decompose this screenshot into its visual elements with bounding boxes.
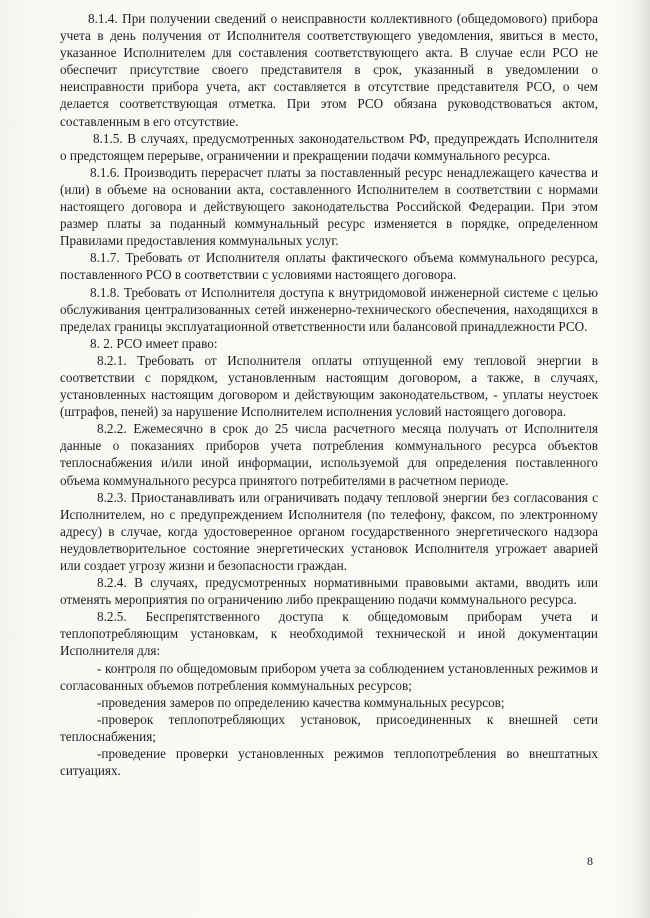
paragraph-8-2-4: 8.2.4. В случаях, предусмотренных нормативными правовыми актами, вводить или отменять мероприятия по ограничению либо прекращению подачи коммунального ресурса. <box>60 575 598 608</box>
paragraph-8-2-3: 8.2.3. Приостанавливать или ограничивать подачу тепловой энергии без согласования с Исполнителем, но с предупреждением Исполнителя (по телефону, факсом, по электронному адресу) в случае, когда удостоверенное органом государственного энергетического надзора неудовлетворительное состояние энергетических установок Исполнителя угрожает аварией или создает угрозу жизни и безопасности граждан. <box>60 489 598 573</box>
paragraph-8-2-5: 8.2.5. Беспрепятственного доступа к общедомовым приборам учета и теплопотребляющим установкам, к необходимой технической и иной документации Исполнителя для: <box>60 609 598 659</box>
list-item-measurements: -проведения замеров по определению качества коммунальных ресурсов; <box>97 694 505 710</box>
paragraph-8-1-7: 8.1.7. Требовать от Исполнителя оплаты фактического объема коммунального ресурса, поставленного РСО в соответствии с условиями настоящего договора. <box>60 250 598 283</box>
section-8-2-heading: 8. 2. РСО имеет право: <box>90 335 218 351</box>
list-item-regime-checks: -проведение проверки установленных режимов теплопотребления во внештатных ситуациях. <box>60 746 598 779</box>
document-body <box>60 10 598 779</box>
list-item-control: - контроля по общедомовым прибором учета за соблюдением установленных режимов и согласованных объемов потребления коммунальных ресурсов; <box>60 660 598 693</box>
paragraph-8-1-8: 8.1.8. Требовать от Исполнителя доступа к внутридомовой инженерной системе с целью обслуживания централизованных сетей инженерно-технического обеспечения, находящихся в пределах границы эксплуатационной ответственности или балансовой принадлежности РСО. <box>60 284 598 334</box>
paragraph-8-2-1: 8.2.1. Требовать от Исполнителя оплаты отпущенной ему тепловой энергии в соответствии с порядком, установленным настоящим договором, а также, в случаях, установленных настоящим договором и действующим законодательством, - уплаты неустоек (штрафов, пеней) за нарушение Исполнителем исполнения условий настоящего договора. <box>60 352 598 420</box>
paragraph-8-1-4: 8.1.4. При получении сведений о неисправности коллективного (общедомового) прибора учета в день получения от Исполнителя соответствующего уведомления, явиться в место, указанное Исполнителем для составления соответствующего акта. В случае если РСО не обеспечит присутствие своего представителя в срок, указанный в уведомлении о неисправности прибора учета, акт составляется в отсутствие представителя РСО, о чем делается соответствующая отметка. При этом РСО обязана руководствоваться актом, составленным в его отсутствие. <box>60 11 598 129</box>
list-item-inspections: -проверок теплопотребляющих установок, присоединенных к внешней сети теплоснабжения; <box>60 711 598 744</box>
page-edge-shadow <box>636 0 650 918</box>
page-number: 8 <box>587 854 593 868</box>
paragraph-8-1-6: 8.1.6. Производить перерасчет платы за поставленный ресурс ненадлежащего качества и (или) в объеме на основании акта, составленного Исполнителем в соответствии с нормами настоящего договора и действующего законодательства Российской Федерации. При этом размер платы за поданный коммунальный ресурс изменяется в порядке, определенном Правилами предоставления коммунальных услуг. <box>60 164 598 249</box>
paragraph-8-1-5: 8.1.5. В случаях, предусмотренных законодательством РФ, предупреждать Исполнителя о предстоящем перерыве, ограничении и прекращении подачи коммунального ресурса. <box>60 130 598 163</box>
paragraph-8-2-2: 8.2.2. Ежемесячно в срок до 25 числа расчетного месяца получать от Исполнителя данные о показаниях приборов учета потребления коммунального ресурса объектов теплоснабжения и/или иной информации, используемой для определения поставленного объема коммунального ресурса принятого потребителями в расчетном периоде. <box>60 421 598 488</box>
